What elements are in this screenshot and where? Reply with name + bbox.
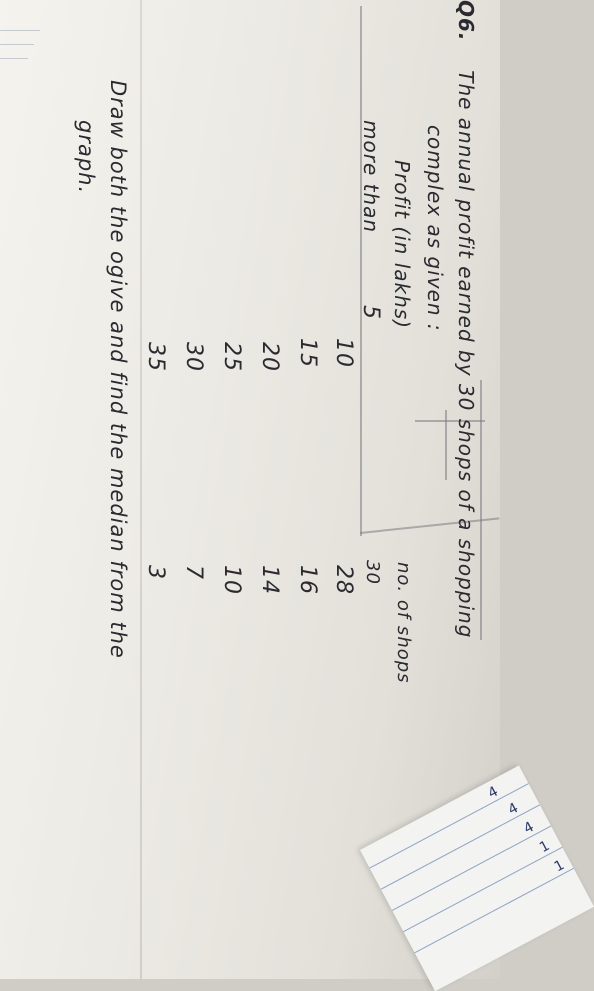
header-shops-label: no. of shops	[393, 562, 414, 684]
instruction-text: Draw both the ogive and find the median from the	[106, 80, 130, 659]
notebook-digit: 4	[521, 818, 537, 838]
profit-value: 10	[331, 338, 356, 368]
table-header-shops	[393, 562, 414, 684]
notebook-digit: 4	[505, 800, 521, 819]
instruction-line-1	[106, 80, 130, 659]
question-text-line-1: The annual profit earned by 30 shops of a shopping	[454, 70, 478, 639]
table-header-profit-sub	[359, 120, 383, 233]
question-line-2	[423, 125, 447, 332]
shops-value: 28	[331, 565, 356, 595]
shops-value: 7	[181, 565, 206, 580]
shops-value: 14	[257, 565, 282, 595]
paper-fold	[140, 0, 142, 979]
instruction-text-cont: graph.	[74, 120, 98, 195]
shops-value: 10	[219, 565, 244, 595]
shops-value: 3	[143, 565, 168, 580]
profit-value: 15	[295, 338, 320, 368]
question-text-line-2: complex as given :	[423, 125, 447, 332]
notebook-digit: 1	[551, 857, 568, 876]
notebook-digit: 1	[536, 837, 553, 857]
profit-value: 5	[358, 305, 383, 320]
question-line-1	[454, 0, 478, 638]
header-profit-label: Profit (in lakhs)	[390, 160, 414, 330]
notebook-corner	[360, 765, 594, 991]
profit-value: 30	[181, 342, 206, 372]
profit-value: 35	[143, 342, 168, 372]
header-more-than-label: more than	[359, 120, 383, 234]
profit-value: 25	[219, 342, 244, 372]
profit-value: 20	[257, 342, 282, 372]
instruction-line-2	[74, 120, 98, 194]
shops-value: 16	[295, 565, 320, 595]
shops-value: 30	[362, 560, 383, 585]
table-header-profit	[390, 160, 414, 329]
notebook-digit: 4	[485, 783, 501, 802]
question-number: Q6.	[454, 0, 478, 42]
